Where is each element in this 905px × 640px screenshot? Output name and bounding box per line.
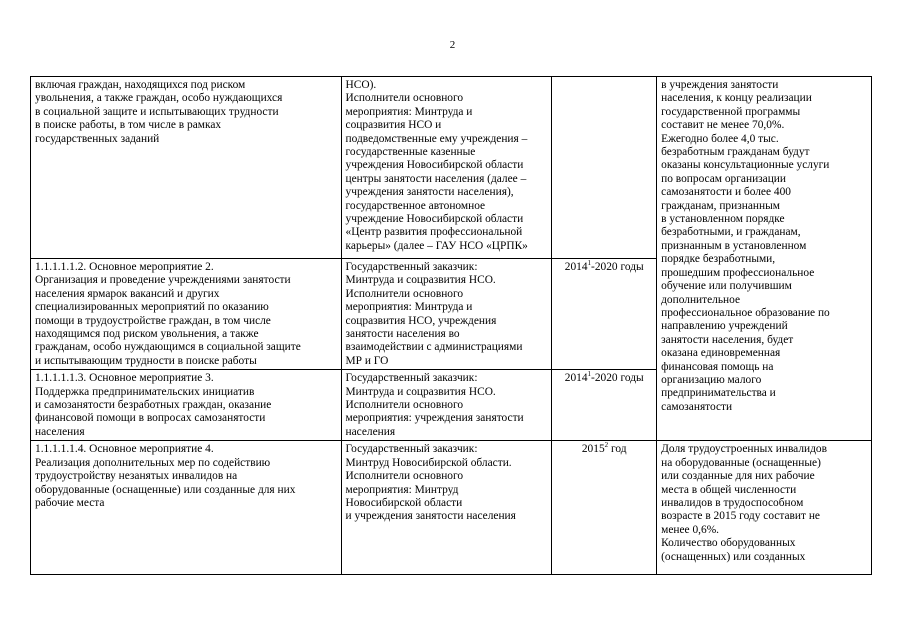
table-row	[31, 441, 872, 575]
period-end: год	[608, 443, 627, 456]
text-line: и учреждения занятости населения	[345, 510, 516, 523]
text-line: Реализация дополнительных мер по содействию	[35, 456, 271, 469]
text-line: Ежегодно более 4,0 тыс.	[661, 132, 779, 145]
text-line: Исполнители основного	[345, 399, 464, 412]
text-line: мероприятия: учреждения занятости	[345, 412, 524, 425]
activity-description-cell	[31, 77, 342, 259]
expected-results-cell	[657, 441, 872, 575]
text-line: и испытывающим трудности в поиске работы	[35, 354, 257, 367]
text-line: инвалидов в трудоспособном	[661, 496, 804, 509]
text-line: порядке безработными,	[661, 253, 776, 266]
text-line: Государственный заказчик:	[345, 372, 478, 385]
text-line: организацию малого	[661, 373, 762, 386]
text-line: центры занятости населения (далее –	[345, 172, 527, 185]
period-cell	[552, 259, 657, 370]
expected-results-cell	[657, 77, 872, 441]
text-line: предпринимательства и	[661, 387, 776, 400]
text-line: рабочие места	[35, 496, 105, 509]
text-line: (оснащенных) или созданных	[661, 550, 806, 563]
text-line: оказаны консультационные услуги	[661, 159, 830, 172]
text-line: дополнительное	[661, 293, 741, 306]
text-line: в установленном порядке	[661, 213, 785, 226]
text-line: государственных заданий	[35, 132, 160, 145]
text-line: финансовой помощи в вопросах самозанятости	[35, 412, 266, 425]
text-line: возрасте в 2015 году составит не	[661, 510, 820, 523]
text-line: НСО).	[345, 79, 377, 91]
text-line: занятости населения во	[345, 328, 460, 341]
text-line: Минтруда и соцразвития НСО.	[345, 274, 496, 287]
text-line: МР и ГО	[345, 354, 389, 367]
text-line: 1.1.1.1.1.4. Основное мероприятие 4.	[35, 443, 214, 456]
text-line: соцразвития НСО и	[345, 119, 442, 132]
text-line: обучение или получившим	[661, 280, 792, 293]
responsible-parties-cell	[341, 370, 552, 441]
text-line: соцразвития НСО, учреждения	[345, 314, 497, 327]
page-number: 2	[449, 39, 456, 51]
text-line: трудоустройству незанятых инвалидов на	[35, 470, 238, 483]
text-line: «Центр развития профессиональной	[345, 226, 523, 239]
text-line: 1.1.1.1.1.2. Основное мероприятие 2.	[35, 261, 214, 273]
program-activities-table	[30, 76, 872, 575]
text-line: оказана единовременная	[661, 347, 781, 360]
text-line: профессиональное образование по	[661, 306, 830, 319]
text-line: государственные казенные	[345, 146, 476, 159]
text-line: помощи в трудоустройстве граждан, в том числе	[35, 314, 271, 327]
text-line: или созданные для них рабочие	[661, 470, 815, 483]
text-line: взаимодействии с администрациями	[345, 341, 523, 354]
text-line: в учреждения занятости	[661, 79, 779, 91]
activity-description-cell	[31, 259, 342, 370]
text-line: населения, к концу реализации	[661, 92, 812, 105]
text-line: увольнения, а также граждан, особо нуждающихся	[35, 92, 283, 105]
text-line: Новосибирской области	[345, 496, 463, 509]
period-end: -2020 годы	[591, 372, 644, 385]
text-line: гражданам, признанным	[661, 199, 780, 212]
text-line: подведомственные ему учреждения –	[345, 132, 528, 145]
text-line: мероприятия: Минтруда и	[345, 301, 473, 314]
text-line: Минтруда и соцразвития НСО.	[345, 385, 496, 398]
text-line: Минтруд Новосибирской области.	[345, 456, 512, 469]
text-line: находящимся под риском увольнения, а также	[35, 328, 259, 341]
text-line: 1.1.1.1.1.3. Основное мероприятие 3.	[35, 372, 214, 385]
text-line: Исполнители основного	[345, 470, 464, 483]
text-line: населения ярмарок вакансий и других	[35, 287, 220, 300]
text-line: и самозанятости безработных граждан, оказание	[35, 399, 272, 412]
text-line: на оборудованные (оснащенные)	[661, 456, 821, 469]
responsible-parties-cell	[341, 441, 552, 575]
text-line: населения	[35, 425, 85, 438]
period-start: 2014	[564, 372, 588, 385]
text-line: гражданам, особо нуждающимся в социальной защите	[35, 341, 301, 354]
text-line: государственное автономное	[345, 199, 486, 212]
text-line: в поиске работы, в том числе в рамках	[35, 119, 222, 132]
text-line: государственной программы	[661, 105, 801, 118]
text-line: занятости населения, будет	[661, 333, 794, 346]
responsible-parties-cell	[341, 77, 552, 259]
text-line: прошедшим профессиональное	[661, 266, 815, 279]
text-line: мероприятия: Минтруд	[345, 483, 459, 496]
text-line: оборудованные (оснащенные) или созданные для них	[35, 483, 296, 496]
text-line: признанным в установленном	[661, 239, 807, 252]
text-line: Государственный заказчик:	[345, 261, 478, 273]
period-cell	[552, 441, 657, 575]
text-line: Исполнители основного	[345, 287, 464, 300]
text-line: по вопросам организации	[661, 172, 787, 185]
text-line: финансовая помощь на	[661, 360, 774, 373]
text-line: Количество оборудованных	[661, 537, 796, 550]
text-line: учреждения занятости населения),	[345, 186, 514, 199]
text-line: включая граждан, находящихся под риском	[35, 79, 246, 91]
text-line: Доля трудоустроенных инвалидов	[661, 443, 827, 456]
text-line: направлению учреждений	[661, 320, 788, 333]
text-line: мероприятия: Минтруда и	[345, 105, 473, 118]
text-line: безработными, и гражданам,	[661, 226, 801, 239]
period-start: 2015	[581, 443, 605, 456]
activity-description-cell	[31, 441, 342, 575]
table-row	[31, 77, 872, 259]
text-line: карьеры» (далее – ГАУ НСО «ЦРПК»	[345, 239, 528, 252]
text-line: составит не менее 70,0%.	[661, 119, 785, 132]
text-line: места в общей численности	[661, 483, 797, 496]
text-line: самозанятости и более 400	[661, 186, 791, 199]
period-footnote-mark: 2	[604, 441, 609, 450]
text-line: учреждения Новосибирской области	[345, 159, 524, 172]
period-cell	[552, 370, 657, 441]
text-line: Исполнители основного	[345, 92, 464, 105]
period-footnote-mark: 1	[587, 259, 592, 268]
period-footnote-mark: 1	[587, 370, 592, 379]
period-end: -2020 годы	[591, 261, 644, 273]
text-line: населения	[345, 425, 396, 438]
text-line: в социальной защите и испытывающих трудности	[35, 105, 279, 118]
period-start: 2014	[564, 261, 588, 273]
activity-description-cell	[31, 370, 342, 441]
text-line: учреждение Новосибирской области	[345, 213, 524, 226]
text-line: менее 0,6%.	[661, 523, 720, 536]
text-line: Организация и проведение учреждениями занятости	[35, 274, 291, 287]
text-line: самозанятости	[661, 400, 733, 413]
text-line: Поддержка предпринимательских инициатив	[35, 385, 255, 398]
text-line: безработным гражданам будут	[661, 146, 810, 159]
text-line: Государственный заказчик:	[345, 443, 478, 456]
text-line: специализированных мероприятий по оказанию	[35, 301, 269, 314]
responsible-parties-cell	[341, 259, 552, 370]
period-cell	[552, 77, 657, 259]
